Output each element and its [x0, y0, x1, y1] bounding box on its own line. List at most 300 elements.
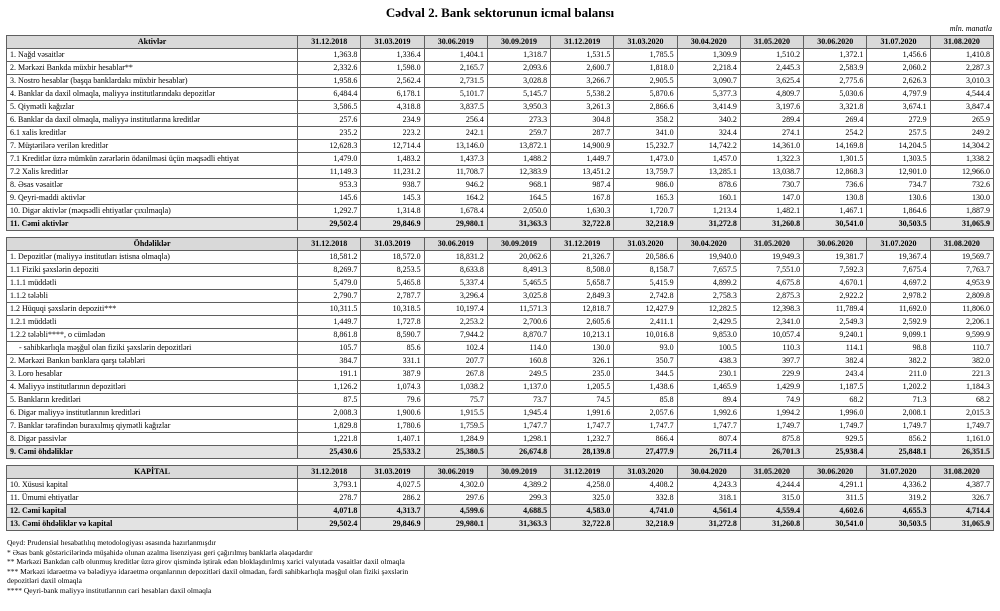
table-row: [7, 192, 994, 205]
value-cell: 987.4: [551, 179, 614, 192]
value-cell: 3,321.8: [804, 101, 867, 114]
value-cell: 4,291.1: [804, 479, 867, 492]
value-cell: 1,137.0: [487, 381, 550, 394]
value-cell: 31,363.3: [487, 218, 550, 231]
value-cell: 75.7: [424, 394, 487, 407]
row-label-cell: 1. Nağd vəsaitlər: [7, 49, 298, 62]
value-cell: 11,571.3: [487, 303, 550, 316]
value-cell: 221.3: [930, 368, 993, 381]
value-cell: 1,298.1: [487, 433, 550, 446]
date-header-cell: 31.12.2018: [298, 466, 361, 479]
row-label-cell: 4. Banklar da daxil olmaqla, maliyyə institutlarındakı depozitlər: [7, 88, 298, 101]
value-cell: 326.7: [930, 492, 993, 505]
table-row: [7, 433, 994, 446]
date-header-cell: 31.03.2020: [614, 238, 677, 251]
value-cell: 13,038.7: [740, 166, 803, 179]
value-cell: 2,849.3: [551, 290, 614, 303]
value-cell: 12,282.5: [677, 303, 740, 316]
value-cell: 7,944.2: [424, 329, 487, 342]
value-cell: 4,599.6: [424, 505, 487, 518]
value-cell: 5,465.8: [361, 277, 424, 290]
value-cell: 256.4: [424, 114, 487, 127]
value-cell: 946.2: [424, 179, 487, 192]
value-cell: 3,090.7: [677, 75, 740, 88]
value-cell: 89.4: [677, 394, 740, 407]
value-cell: 382.0: [930, 355, 993, 368]
value-cell: 12,966.0: [930, 166, 993, 179]
value-cell: 259.7: [487, 127, 550, 140]
date-header-cell: 31.05.2020: [740, 466, 803, 479]
table-row: [7, 394, 994, 407]
value-cell: 31,260.8: [740, 218, 803, 231]
value-cell: 7,592.3: [804, 264, 867, 277]
value-cell: 29,846.9: [361, 518, 424, 531]
value-cell: 12,628.3: [298, 140, 361, 153]
value-cell: 2,332.6: [298, 62, 361, 75]
row-label-cell: 11. Ümumi ehtiyatlar: [7, 492, 298, 505]
value-cell: 2,626.3: [867, 75, 930, 88]
section-header-row: [7, 466, 994, 479]
value-cell: 387.9: [361, 368, 424, 381]
value-cell: 1,292.7: [298, 205, 361, 218]
value-cell: 1,336.4: [361, 49, 424, 62]
value-cell: 4,899.2: [677, 277, 740, 290]
value-cell: 2,787.7: [361, 290, 424, 303]
value-cell: 105.7: [298, 342, 361, 355]
date-header-cell: 31.12.2018: [298, 238, 361, 251]
footnote-line: ** Mərkəzi Bankdan cəlb olunmuş kreditlər üzrə girov qismində iştirak edən bloklaşdırılmış xarici valyutada vəsaitlər daxil olmaqla: [7, 557, 405, 566]
value-cell: 269.4: [804, 114, 867, 127]
value-cell: 1,322.3: [740, 153, 803, 166]
value-cell: 318.1: [677, 492, 740, 505]
value-cell: 18,572.0: [361, 251, 424, 264]
value-cell: 325.0: [551, 492, 614, 505]
footnote-line: depozitləri daxil olmaqla: [7, 576, 82, 585]
value-cell: 1,785.5: [614, 49, 677, 62]
row-label-cell: 2. Mərkəzi Bankın banklara qarşı tələbləri: [7, 355, 298, 368]
value-cell: 93.0: [614, 342, 677, 355]
value-cell: 1,531.5: [551, 49, 614, 62]
value-cell: 14,900.9: [551, 140, 614, 153]
table-row: [7, 153, 994, 166]
value-cell: 12,868.3: [804, 166, 867, 179]
row-label-cell: 2. Mərkəzi Bankda müxbir hesablar**: [7, 62, 298, 75]
table-row: [7, 264, 994, 277]
row-label-cell: 9. Cəmi öhdəliklər: [7, 446, 298, 459]
value-cell: 10,213.1: [551, 329, 614, 342]
value-cell: 68.2: [930, 394, 993, 407]
row-label-cell: 3. Loro hesablar: [7, 368, 298, 381]
value-cell: 249.2: [930, 127, 993, 140]
row-label-cell: 11. Cəmi aktivlər: [7, 218, 298, 231]
value-cell: 2,165.7: [424, 62, 487, 75]
value-cell: 26,711.4: [677, 446, 740, 459]
value-cell: 297.6: [424, 492, 487, 505]
value-cell: 9,599.9: [930, 329, 993, 342]
value-cell: 130.0: [930, 192, 993, 205]
value-cell: 21,326.7: [551, 251, 614, 264]
value-cell: 1,747.7: [551, 420, 614, 433]
value-cell: 4,797.9: [867, 88, 930, 101]
table-row: [7, 355, 994, 368]
row-label-cell: 6. Banklar da daxil olmaqla, maliyyə institutlarına kreditlər: [7, 114, 298, 127]
value-cell: 311.5: [804, 492, 867, 505]
value-cell: 4,313.7: [361, 505, 424, 518]
table-row: [7, 127, 994, 140]
row-label-cell: 1.1.1 müddətli: [7, 277, 298, 290]
value-cell: 14,169.8: [804, 140, 867, 153]
value-cell: 110.3: [740, 342, 803, 355]
date-header-cell: 31.03.2019: [361, 36, 424, 49]
value-cell: 98.8: [867, 342, 930, 355]
value-cell: 1,996.0: [804, 407, 867, 420]
value-cell: 5,415.9: [614, 277, 677, 290]
value-cell: 10,311.5: [298, 303, 361, 316]
value-cell: 10,016.8: [614, 329, 677, 342]
value-cell: 2,731.5: [424, 75, 487, 88]
value-cell: 1,314.8: [361, 205, 424, 218]
value-cell: 13,759.7: [614, 166, 677, 179]
value-cell: 30,541.0: [804, 518, 867, 531]
table-row: [7, 479, 994, 492]
value-cell: 32,722.8: [551, 218, 614, 231]
value-cell: 2,605.6: [551, 316, 614, 329]
row-label-cell: 1.1.2 tələbli: [7, 290, 298, 303]
value-cell: 3,414.9: [677, 101, 740, 114]
value-cell: 358.2: [614, 114, 677, 127]
date-header-cell: 30.06.2019: [424, 466, 487, 479]
value-cell: 30,503.5: [867, 518, 930, 531]
value-cell: 1,749.7: [804, 420, 867, 433]
table-row: [7, 492, 994, 505]
value-cell: 12,427.9: [614, 303, 677, 316]
table-row: [7, 88, 994, 101]
value-cell: 9,099.1: [867, 329, 930, 342]
row-label-cell: 6.1 xalis kreditlər: [7, 127, 298, 140]
value-cell: 1,780.6: [361, 420, 424, 433]
value-cell: 243.4: [804, 368, 867, 381]
value-cell: 2,411.1: [614, 316, 677, 329]
table-row: [7, 166, 994, 179]
value-cell: 14,742.2: [677, 140, 740, 153]
value-cell: 11,231.2: [361, 166, 424, 179]
table-row: [7, 316, 994, 329]
value-cell: 1,309.9: [677, 49, 740, 62]
value-cell: 13,451.2: [551, 166, 614, 179]
value-cell: 3,197.6: [740, 101, 803, 114]
value-cell: 878.6: [677, 179, 740, 192]
value-cell: 3,266.7: [551, 75, 614, 88]
value-cell: 26,674.8: [487, 446, 550, 459]
value-cell: 1,284.9: [424, 433, 487, 446]
value-cell: 1,363.8: [298, 49, 361, 62]
value-cell: 1,598.0: [361, 62, 424, 75]
value-cell: 986.0: [614, 179, 677, 192]
value-cell: 3,010.3: [930, 75, 993, 88]
date-header-cell: 30.06.2019: [424, 238, 487, 251]
value-cell: 130.6: [867, 192, 930, 205]
row-label-cell: 7.1 Kreditlər üzrə mümkün zərərlərin ödənilməsi üçün məqsədli ehtiyat: [7, 153, 298, 166]
value-cell: 32,722.8: [551, 518, 614, 531]
value-cell: 286.2: [361, 492, 424, 505]
value-cell: 1,187.5: [804, 381, 867, 394]
value-cell: 1,991.6: [551, 407, 614, 420]
page-title: Cədval 2. Bank sektorunun icmal balansı: [385, 5, 615, 20]
balance-table-aktivler: [6, 35, 994, 231]
date-header-cell: 31.12.2018: [298, 36, 361, 49]
table-row: [7, 277, 994, 290]
value-cell: 4,387.7: [930, 479, 993, 492]
section-header-row: [7, 36, 994, 49]
value-cell: 14,304.2: [930, 140, 993, 153]
value-cell: 2,015.3: [930, 407, 993, 420]
table-row: [7, 290, 994, 303]
value-cell: 28,139.8: [551, 446, 614, 459]
value-cell: 4,655.3: [867, 505, 930, 518]
row-label-cell: 5. Qiymətli kağızlar: [7, 101, 298, 114]
table-row: [7, 518, 994, 531]
value-cell: 2,287.3: [930, 62, 993, 75]
value-cell: 807.4: [677, 433, 740, 446]
value-cell: 25,848.1: [867, 446, 930, 459]
value-cell: 2,050.0: [487, 205, 550, 218]
value-cell: 4,408.2: [614, 479, 677, 492]
value-cell: 2,341.0: [740, 316, 803, 329]
value-cell: 7,763.7: [930, 264, 993, 277]
value-cell: 1,407.1: [361, 433, 424, 446]
value-cell: 7,551.0: [740, 264, 803, 277]
value-cell: 2,742.8: [614, 290, 677, 303]
date-header-cell: 31.03.2019: [361, 466, 424, 479]
value-cell: 1,465.9: [677, 381, 740, 394]
value-cell: 26,351.5: [930, 446, 993, 459]
value-cell: 1,958.6: [298, 75, 361, 88]
value-cell: 272.9: [867, 114, 930, 127]
value-cell: 8,870.7: [487, 329, 550, 342]
value-cell: 340.2: [677, 114, 740, 127]
value-cell: 31,065.9: [930, 218, 993, 231]
value-cell: 3,950.3: [487, 101, 550, 114]
value-cell: 100.5: [677, 342, 740, 355]
table-row: [7, 179, 994, 192]
value-cell: 856.2: [867, 433, 930, 446]
value-cell: 29,502.4: [298, 518, 361, 531]
table-row: [7, 505, 994, 518]
value-cell: 1,404.1: [424, 49, 487, 62]
value-cell: 382.4: [804, 355, 867, 368]
value-cell: 1,992.6: [677, 407, 740, 420]
value-cell: 8,158.7: [614, 264, 677, 277]
value-cell: 4,389.2: [487, 479, 550, 492]
value-cell: 3,674.1: [867, 101, 930, 114]
value-cell: 74.5: [551, 394, 614, 407]
value-cell: 1,372.1: [804, 49, 867, 62]
value-cell: 1,759.5: [424, 420, 487, 433]
date-header-cell: 31.03.2019: [361, 238, 424, 251]
table-row: [7, 342, 994, 355]
value-cell: 350.7: [614, 355, 677, 368]
value-cell: 31,272.8: [677, 518, 740, 531]
value-cell: 235.0: [551, 368, 614, 381]
value-cell: 32,218.9: [614, 518, 677, 531]
value-cell: 7,657.5: [677, 264, 740, 277]
value-cell: 2,253.2: [424, 316, 487, 329]
value-cell: 3,296.4: [424, 290, 487, 303]
row-label-cell: 9. Qeyri-maddi aktivlər: [7, 192, 298, 205]
date-header-cell: 31.07.2020: [867, 466, 930, 479]
value-cell: 1,747.7: [614, 420, 677, 433]
value-cell: 130.8: [804, 192, 867, 205]
value-cell: 1,126.2: [298, 381, 361, 394]
row-label-cell: 13. Cəmi öhdəliklər və kapital: [7, 518, 298, 531]
date-header-cell: 31.08.2020: [930, 238, 993, 251]
value-cell: 4,670.1: [804, 277, 867, 290]
value-cell: 1,747.7: [487, 420, 550, 433]
value-cell: 20,586.6: [614, 251, 677, 264]
value-cell: 15,232.7: [614, 140, 677, 153]
value-cell: 18,581.2: [298, 251, 361, 264]
value-cell: 2,093.6: [487, 62, 550, 75]
footnote-line: *** Mərkəzi idarəetmə və bələdiyyə idarəetmə orqanlarının depozitləri daxil olmadan, fərdi sahibkarlıqla məşğul olan fiziki şəxslərin: [7, 566, 409, 576]
row-label-cell: 1.2.2 tələbli****, o cümlədən: [7, 329, 298, 342]
date-header-cell: 31.08.2020: [930, 466, 993, 479]
value-cell: 1,473.0: [614, 153, 677, 166]
value-cell: 331.1: [361, 355, 424, 368]
table-row: [7, 218, 994, 231]
value-cell: 2,905.5: [614, 75, 677, 88]
value-cell: 2,562.4: [361, 75, 424, 88]
value-cell: 3,028.8: [487, 75, 550, 88]
value-cell: 12,714.4: [361, 140, 424, 153]
value-cell: 304.8: [551, 114, 614, 127]
date-header-cell: 30.06.2020: [804, 238, 867, 251]
value-cell: 167.8: [551, 192, 614, 205]
value-cell: 1,749.7: [740, 420, 803, 433]
value-cell: 2,809.8: [930, 290, 993, 303]
row-label-cell: 12. Cəmi kapital: [7, 505, 298, 518]
value-cell: 6,178.1: [361, 88, 424, 101]
value-cell: 114.0: [487, 342, 550, 355]
date-header-cell: 30.04.2020: [677, 466, 740, 479]
value-cell: 315.0: [740, 492, 803, 505]
value-cell: 11,149.3: [298, 166, 361, 179]
value-cell: 2,057.6: [614, 407, 677, 420]
value-cell: 8,861.8: [298, 329, 361, 342]
value-cell: 2,060.2: [867, 62, 930, 75]
value-cell: 2,875.3: [740, 290, 803, 303]
value-cell: 5,479.0: [298, 277, 361, 290]
unit-label: mln. manatla: [949, 24, 992, 33]
value-cell: 68.2: [804, 394, 867, 407]
value-cell: 4,714.4: [930, 505, 993, 518]
value-cell: 6,484.4: [298, 88, 361, 101]
value-cell: 1,205.5: [551, 381, 614, 394]
value-cell: 19,940.0: [677, 251, 740, 264]
value-cell: 160.1: [677, 192, 740, 205]
value-cell: 11,789.4: [804, 303, 867, 316]
value-cell: 1,456.6: [867, 49, 930, 62]
date-header-cell: 31.12.2019: [551, 36, 614, 49]
value-cell: 11,692.0: [867, 303, 930, 316]
table-row: [7, 381, 994, 394]
date-header-cell: 30.06.2020: [804, 466, 867, 479]
value-cell: 938.7: [361, 179, 424, 192]
value-cell: 235.2: [298, 127, 361, 140]
value-cell: 1,510.2: [740, 49, 803, 62]
value-cell: 85.8: [614, 394, 677, 407]
section-title-cell: KAPİTAL: [7, 466, 298, 479]
row-label-cell: 10. Digər aktivlər (məqsədli ehtiyatlar çıxılmaqla): [7, 205, 298, 218]
value-cell: 1,749.7: [930, 420, 993, 433]
value-cell: 130.0: [551, 342, 614, 355]
value-cell: 4,675.8: [740, 277, 803, 290]
value-cell: 8,491.3: [487, 264, 550, 277]
value-cell: 32,218.9: [614, 218, 677, 231]
balance-tables: [6, 35, 994, 531]
row-label-cell: 5. Bankların kreditləri: [7, 394, 298, 407]
value-cell: 1,818.0: [614, 62, 677, 75]
value-cell: 7,675.4: [867, 264, 930, 277]
value-cell: 1,429.9: [740, 381, 803, 394]
value-cell: 866.4: [614, 433, 677, 446]
value-cell: 2,008.1: [867, 407, 930, 420]
value-cell: 19,949.3: [740, 251, 803, 264]
value-cell: 1,994.2: [740, 407, 803, 420]
value-cell: 289.4: [740, 114, 803, 127]
value-cell: 1,221.8: [298, 433, 361, 446]
value-cell: 30,503.5: [867, 218, 930, 231]
row-label-cell: 3. Nostro hesablar (başqa banklardakı müxbir hesablar): [7, 75, 298, 88]
value-cell: 274.1: [740, 127, 803, 140]
value-cell: 319.2: [867, 492, 930, 505]
value-cell: 332.8: [614, 492, 677, 505]
value-cell: 11,708.7: [424, 166, 487, 179]
footnotes: [6, 537, 994, 595]
value-cell: 2,592.9: [867, 316, 930, 329]
value-cell: 230.1: [677, 368, 740, 381]
value-cell: 1,630.3: [551, 205, 614, 218]
value-cell: 2,206.1: [930, 316, 993, 329]
value-cell: 31,065.9: [930, 518, 993, 531]
value-cell: 10,057.4: [740, 329, 803, 342]
value-cell: 79.6: [361, 394, 424, 407]
value-cell: 5,145.7: [487, 88, 550, 101]
value-cell: 87.5: [298, 394, 361, 407]
value-cell: 326.1: [551, 355, 614, 368]
value-cell: 207.7: [424, 355, 487, 368]
value-cell: 4,302.0: [424, 479, 487, 492]
value-cell: 12,901.0: [867, 166, 930, 179]
value-cell: 4,243.3: [677, 479, 740, 492]
date-header-cell: 31.05.2020: [740, 36, 803, 49]
table-row: [7, 62, 994, 75]
value-cell: 27,477.9: [614, 446, 677, 459]
value-cell: 3,837.5: [424, 101, 487, 114]
value-cell: 4,602.6: [804, 505, 867, 518]
value-cell: 1,318.7: [487, 49, 550, 62]
value-cell: 30,541.0: [804, 218, 867, 231]
value-cell: 211.0: [867, 368, 930, 381]
value-cell: 1,301.5: [804, 153, 867, 166]
value-cell: 1,747.7: [677, 420, 740, 433]
value-cell: 12,398.3: [740, 303, 803, 316]
value-cell: 13,872.1: [487, 140, 550, 153]
value-cell: 2,445.3: [740, 62, 803, 75]
value-cell: 4,583.0: [551, 505, 614, 518]
date-header-cell: 31.12.2019: [551, 238, 614, 251]
value-cell: 29,846.9: [361, 218, 424, 231]
value-cell: 1,749.7: [867, 420, 930, 433]
